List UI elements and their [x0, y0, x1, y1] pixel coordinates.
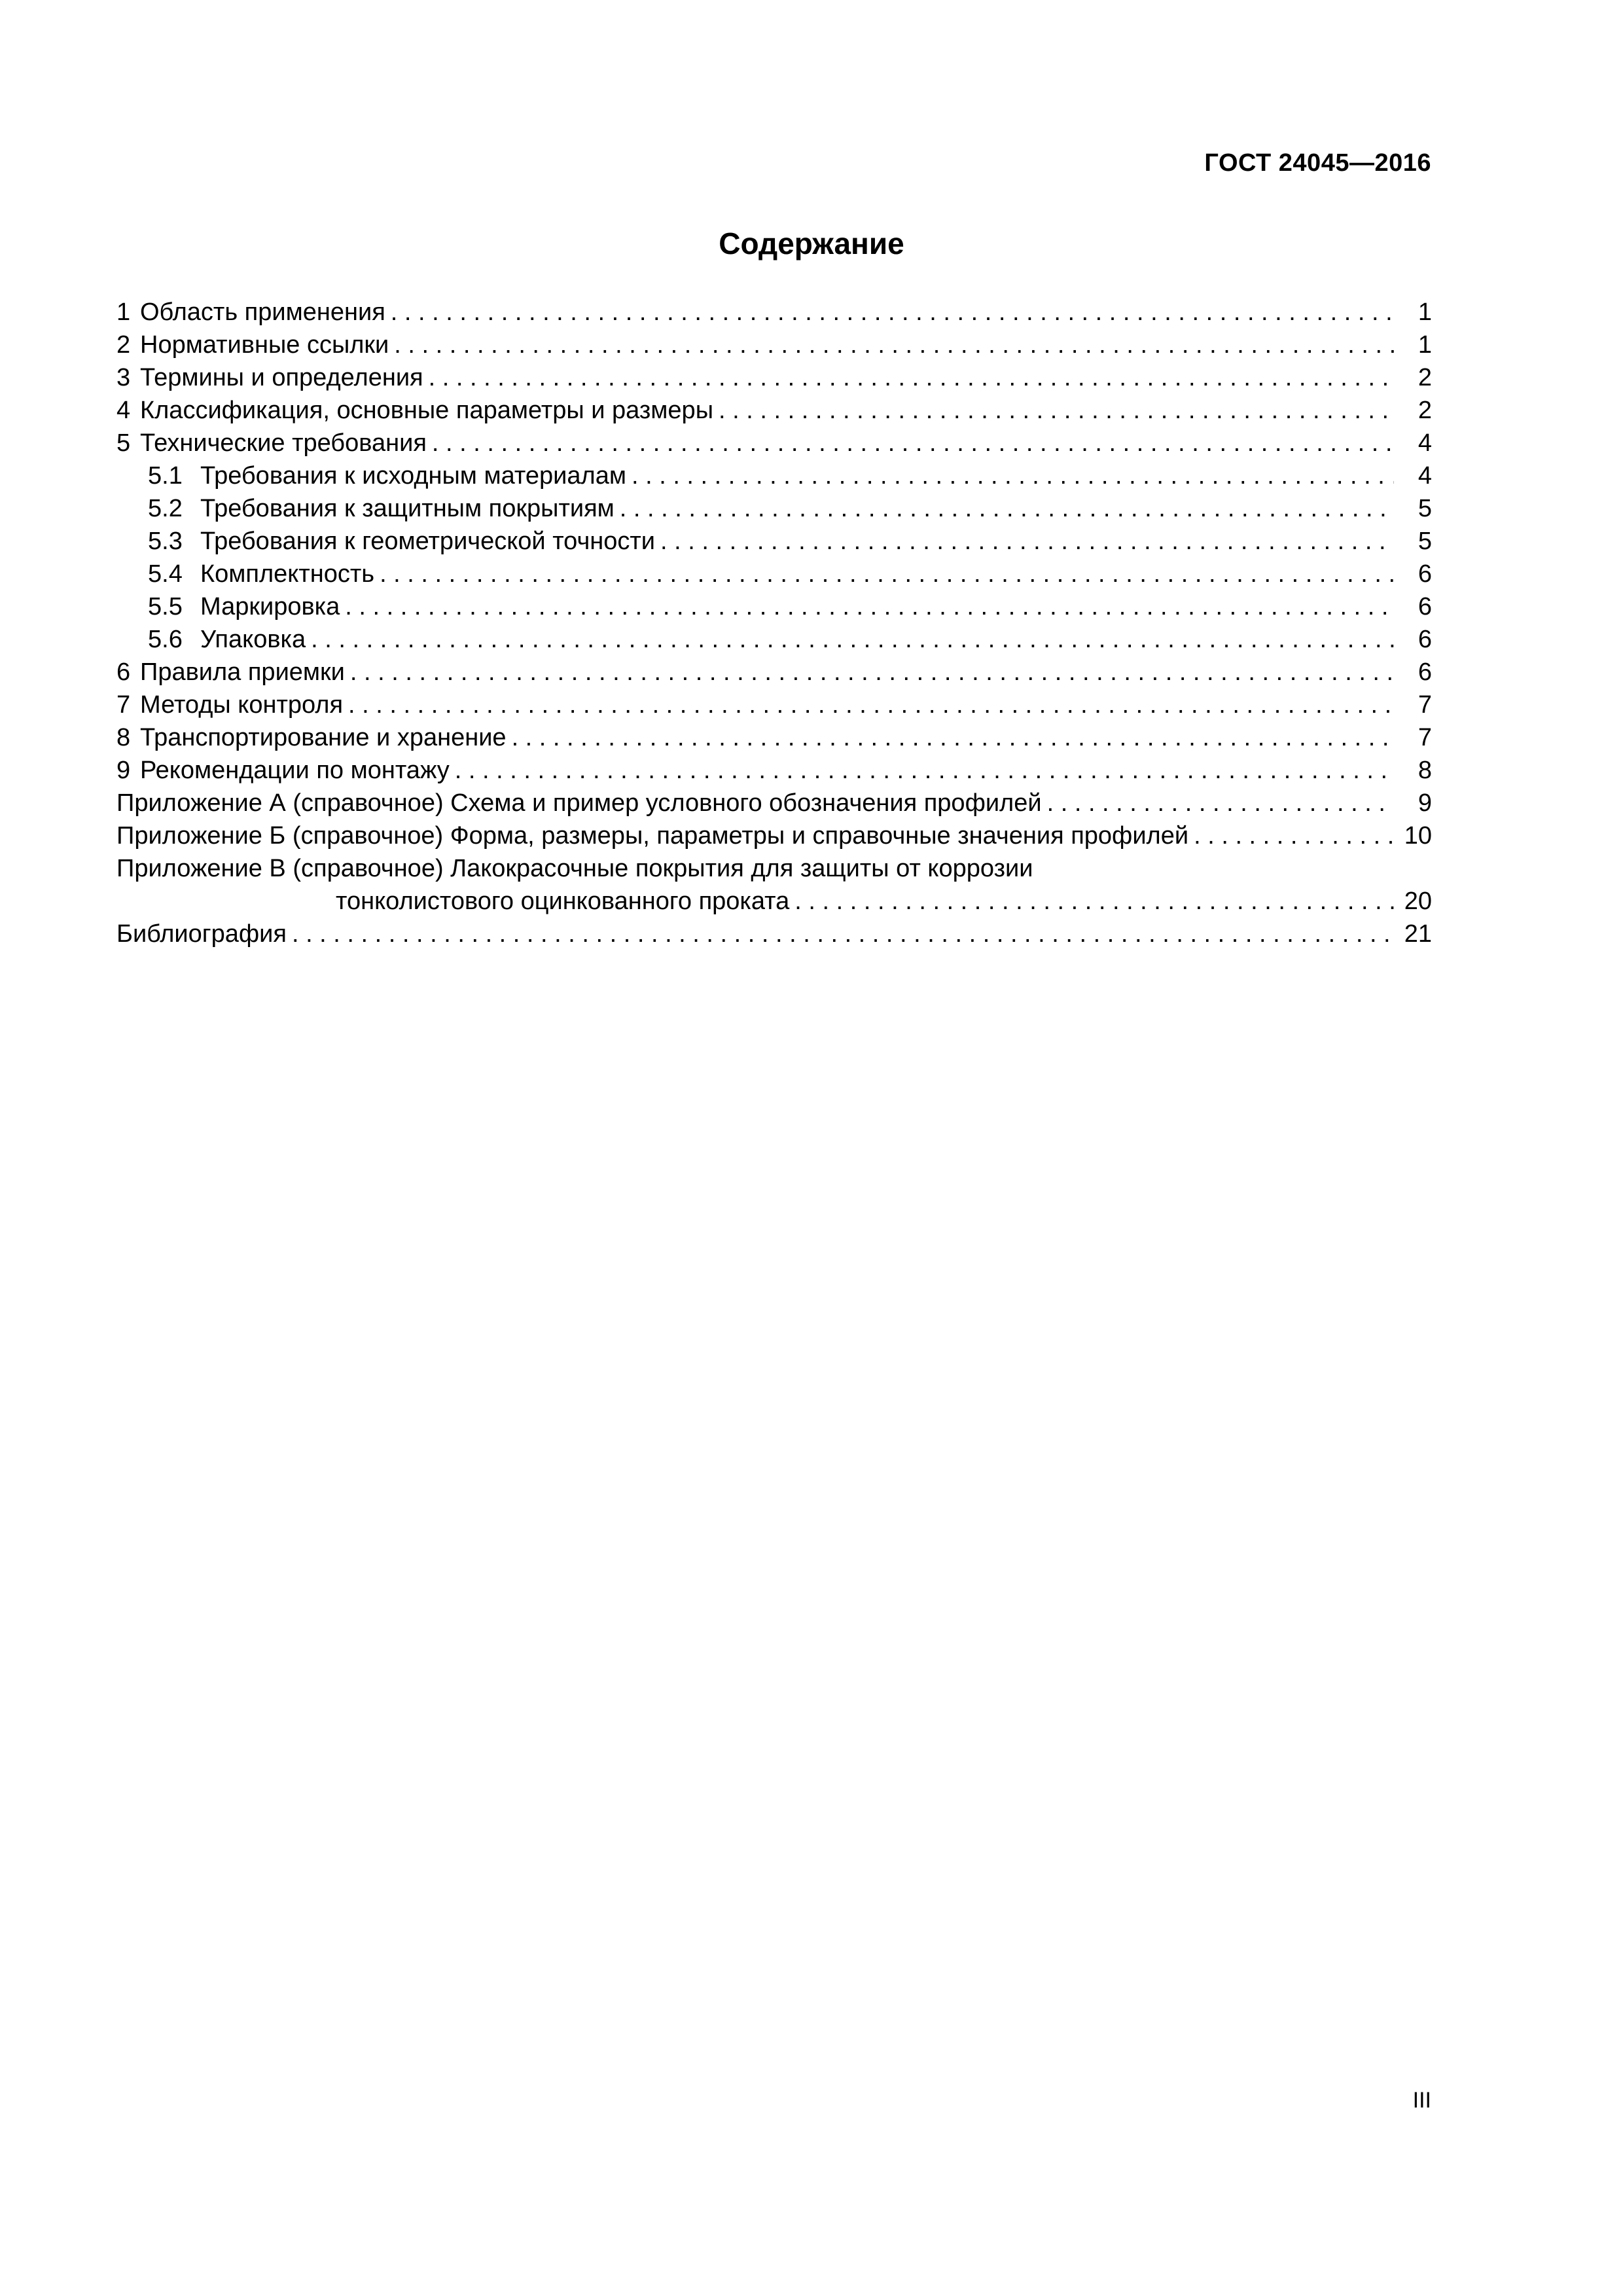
toc-entry-5-3[interactable]: [116, 525, 1432, 558]
toc-dot-leader: [719, 394, 1394, 427]
toc-entry-5-6[interactable]: [116, 623, 1432, 656]
toc-entry-3[interactable]: [116, 361, 1432, 394]
toc-entry-label: Библиография: [116, 920, 287, 948]
toc-entry-appendix-v-continued[interactable]: [116, 885, 1432, 918]
toc-dot-leader: [380, 558, 1394, 590]
toc-entry-1[interactable]: [116, 296, 1432, 329]
toc-entry-page: 1: [1418, 298, 1432, 326]
toc-entry-label: Область применения: [140, 298, 385, 326]
toc-entry-label: Требования к исходным материалам: [200, 462, 626, 490]
toc-entry-page: 4: [1418, 429, 1432, 457]
toc-entry-appendix-a[interactable]: [116, 787, 1432, 819]
toc-entry-7[interactable]: [116, 689, 1432, 721]
toc-entry-page: 1: [1418, 331, 1432, 359]
toc-entry-label: Приложение А (справочное) Схема и пример условного обозначения профилей: [116, 789, 1042, 817]
document-header-id: ГОСТ 24045—2016: [1204, 149, 1431, 177]
toc-entry-page: 6: [1418, 593, 1432, 620]
toc-entry-page: 2: [1418, 397, 1432, 424]
toc-entry-number: 6: [116, 658, 131, 686]
toc-entry-number: 1: [116, 298, 131, 326]
toc-dot-leader: [1194, 819, 1394, 852]
toc-entry-number: 3: [116, 364, 131, 391]
toc-entry-bibliography[interactable]: [116, 918, 1432, 950]
toc-entry-number: 4: [116, 397, 131, 424]
toc-dot-leader: [512, 721, 1394, 754]
toc-dot-leader: [429, 361, 1394, 394]
toc-entry-label-continued: тонколистового оцинкованного проката: [336, 888, 790, 915]
toc-dot-leader: [311, 623, 1394, 656]
toc-entry-page: 21: [1404, 920, 1432, 948]
toc-entry-label: Методы контроля: [140, 691, 344, 719]
toc-entry-5-2[interactable]: [116, 492, 1432, 525]
toc-entry-page: 8: [1418, 757, 1432, 784]
toc-entry-8[interactable]: [116, 721, 1432, 754]
toc-entry-page: 20: [1404, 888, 1432, 915]
toc-entry-number: 8: [116, 724, 131, 751]
toc-dot-leader: [350, 656, 1394, 689]
toc-entry-page: 6: [1418, 560, 1432, 588]
toc-entry-number: 5.3: [148, 528, 183, 555]
toc-entry-page: 4: [1418, 462, 1432, 490]
table-of-contents: [116, 296, 1432, 950]
toc-entry-label: Рекомендации по монтажу: [140, 757, 450, 784]
toc-entry-page: 5: [1418, 495, 1432, 522]
toc-entry-number: 9: [116, 757, 131, 784]
toc-entry-label: Правила приемки: [140, 658, 345, 686]
toc-dot-leader: [345, 590, 1394, 623]
toc-entry-5-4[interactable]: [116, 558, 1432, 590]
toc-entry-page: 7: [1418, 691, 1432, 719]
toc-entry-page: 10: [1404, 822, 1432, 850]
toc-entry-4[interactable]: [116, 394, 1432, 427]
toc-dot-leader: [292, 918, 1394, 950]
toc-dot-leader: [632, 459, 1394, 492]
toc-entry-label: Требования к геометрической точности: [200, 528, 656, 555]
toc-entry-label: Термины и определения: [140, 364, 423, 391]
toc-entry-label: Комплектность: [200, 560, 375, 588]
toc-entry-label: Маркировка: [200, 593, 340, 620]
toc-entry-2[interactable]: [116, 329, 1432, 361]
toc-entry-label: Классификация, основные параметры и размеры: [140, 397, 714, 424]
toc-entry-number: 5: [116, 429, 131, 457]
toc-dot-leader: [348, 689, 1394, 721]
toc-entry-9[interactable]: [116, 754, 1432, 787]
toc-entry-label: Нормативные ссылки: [140, 331, 389, 359]
toc-entry-5-5[interactable]: [116, 590, 1432, 623]
toc-entry-5[interactable]: [116, 427, 1432, 459]
toc-entry-appendix-v[interactable]: [116, 852, 1432, 885]
toc-entry-number: 5.6: [148, 626, 183, 653]
toc-title: Содержание: [719, 226, 904, 260]
toc-entry-number: 2: [116, 331, 131, 359]
toc-entry-label: Технические требования: [140, 429, 427, 457]
toc-entry-number: 5.1: [148, 462, 183, 490]
toc-dot-leader: [391, 296, 1394, 329]
toc-entry-page: 2: [1418, 364, 1432, 391]
toc-entry-page: 9: [1418, 789, 1432, 817]
toc-entry-5-1[interactable]: [116, 459, 1432, 492]
toc-dot-leader: [794, 885, 1394, 918]
toc-entry-label: Приложение Б (справочное) Форма, размеры, параметры и справочные значения профилей: [116, 822, 1189, 850]
toc-dot-leader: [432, 427, 1394, 459]
toc-dot-leader: [394, 329, 1394, 361]
page-number: III: [1412, 2088, 1431, 2113]
toc-entry-page: 6: [1418, 658, 1432, 686]
toc-dot-leader: [1047, 787, 1394, 819]
toc-entry-label: Упаковка: [200, 626, 306, 653]
toc-dot-leader: [620, 492, 1394, 525]
toc-entry-appendix-b[interactable]: [116, 819, 1432, 852]
toc-entry-number: 5.2: [148, 495, 183, 522]
toc-dot-leader: [660, 525, 1394, 558]
toc-entry-page: 7: [1418, 724, 1432, 751]
toc-entry-page: 6: [1418, 626, 1432, 653]
toc-entry-number: 5.5: [148, 593, 183, 620]
toc-entry-label: Приложение В (справочное) Лакокрасочные покрытия для защиты от коррозии: [116, 855, 1033, 882]
toc-entry-label: Транспортирование и хранение: [140, 724, 507, 751]
toc-entry-number: 5.4: [148, 560, 183, 588]
toc-entry-6[interactable]: [116, 656, 1432, 689]
toc-entry-page: 5: [1418, 528, 1432, 555]
toc-dot-leader: [455, 754, 1394, 787]
toc-entry-number: 7: [116, 691, 131, 719]
toc-entry-label: Требования к защитным покрытиям: [200, 495, 615, 522]
